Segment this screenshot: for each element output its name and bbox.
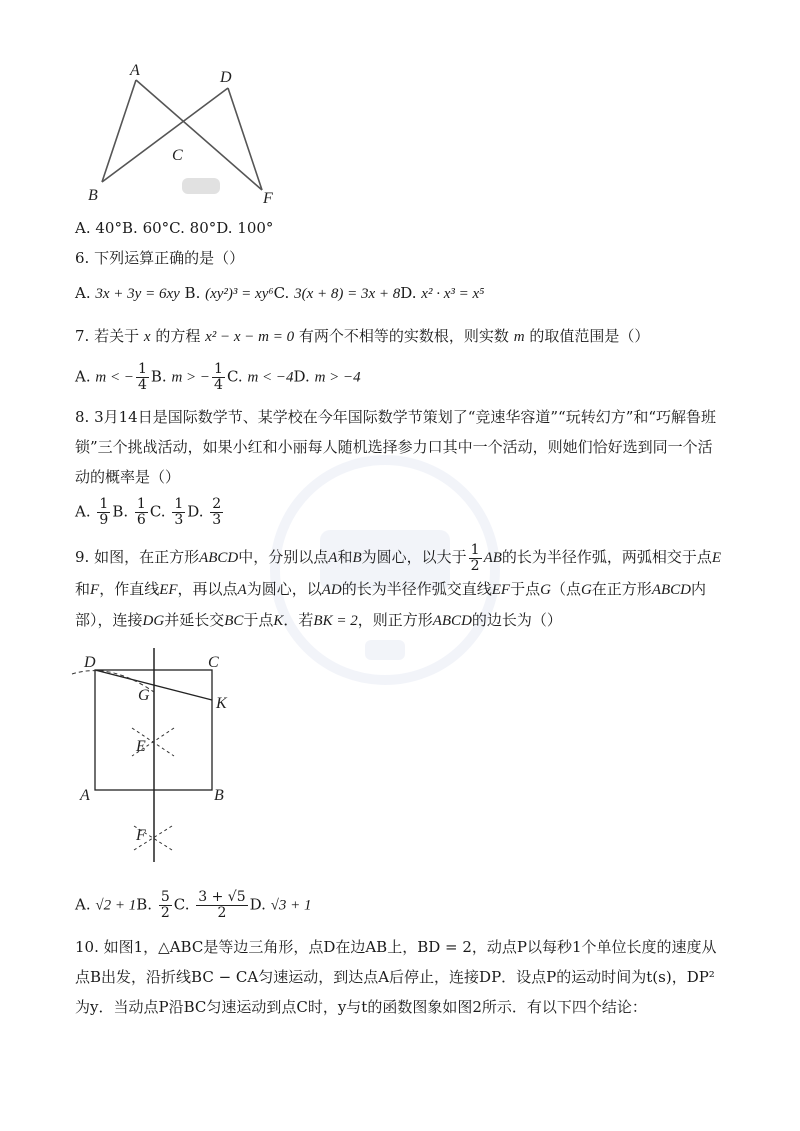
q9-t8: ，再以点 <box>177 579 238 598</box>
option-a-expr: 3x + 3y = 6xy <box>95 286 180 302</box>
q7-text-3: 有两个不相等的实数根，则实数 <box>298 327 509 345</box>
q10-stem: 10. 如图1，△ABC是等边三角形，点D在边AB上，BD = 2，动点P以每秒1个单位长度的速度从点B出发，沿折线BC − CA匀速运动，到达点A后停止，连接DP．设点P的运动时间为t(s)，DP²为y．当动点P沿BC匀速运动到点C时，y与t的函数图象如图2所示．有以下四个结论： <box>75 938 717 1016</box>
q8-stem: 8. 3月14日是国际数学节、某学校在今年国际数学节策划了“竞速华容道”“玩转幻方”和“巧解鲁班锁”三个挑战活动，如果小红和小丽每人随机选择参力口其中一个活动，则她们恰好选到同一个活动的概率是（） <box>75 408 717 486</box>
q9-ab: AB <box>483 550 502 566</box>
q9-k: K <box>273 612 284 629</box>
q9-ef: EF <box>159 581 178 598</box>
q9-e: E <box>711 550 722 566</box>
numerator: 1 <box>137 361 147 377</box>
label-f: F <box>263 190 273 207</box>
label-e: E <box>136 738 146 755</box>
q9-f: F <box>90 581 100 598</box>
q6-stem: 6. 下列运算正确的是（） <box>75 249 245 267</box>
q9-t5: 的长为半径作弧，两弧相交于点 <box>501 548 712 566</box>
option-b-label: B. <box>136 895 153 914</box>
q9-t2: 中，分别以点 <box>238 548 329 566</box>
q9-bk: BK = 2 <box>313 612 358 629</box>
q5-options <box>75 218 273 238</box>
option-a-fraction <box>136 362 149 393</box>
option-b-label: B. <box>184 284 201 302</box>
option-b-fraction <box>159 890 172 921</box>
q9-t3: 和 <box>337 548 353 566</box>
q9-t18: ，则正方形 <box>357 610 433 629</box>
q7-var-m: m <box>513 329 525 345</box>
option-a-label: A. <box>75 367 91 386</box>
option-d-expr: √3 + 1 <box>270 897 312 914</box>
q9-t16: 于点 <box>243 610 274 629</box>
q7-text-1: 7. 若关于 <box>75 327 140 345</box>
option-c-expr: 3(x + 8) = 3x + 8 <box>294 286 401 302</box>
option-c-fraction <box>196 890 247 921</box>
option-a-label: A. <box>75 219 91 237</box>
denominator: 2 <box>470 557 480 574</box>
q9-t17: ．若 <box>283 610 314 629</box>
q9-stem <box>75 542 725 636</box>
denominator: 6 <box>136 512 146 528</box>
numerator: 1 <box>136 496 146 512</box>
q9-t11: 于点 <box>510 579 541 598</box>
option-b-label: B. <box>150 367 167 386</box>
denominator: 2 <box>217 905 227 921</box>
option-c-label: C. <box>226 367 243 386</box>
option-d-expr: x² · x³ = x⁵ <box>421 286 485 302</box>
option-b-value: 60° <box>142 219 170 237</box>
q9-t7: ，作直线 <box>99 579 160 598</box>
option-d-label: D. <box>187 502 204 521</box>
numerator: 1 <box>174 496 184 512</box>
denominator: 9 <box>99 512 109 528</box>
q7-equation: x² − x − m = 0 <box>205 329 295 345</box>
q9-t9: 为圆心，以 <box>246 579 322 598</box>
q9-t19: 的边长为（） <box>471 610 562 629</box>
q9-options <box>75 890 312 921</box>
denominator: 3 <box>174 512 184 528</box>
option-d-value: 100° <box>237 219 274 237</box>
option-c-label: C. <box>273 284 290 302</box>
q9-a: A <box>328 550 338 566</box>
label-g: G <box>138 687 150 704</box>
option-a-expr: √2 + 1 <box>95 897 137 914</box>
q9-t14: 内部），连接 <box>75 579 706 629</box>
q9-ad: AD <box>321 581 342 598</box>
q9-b: B <box>352 550 362 566</box>
figure-bowtie <box>80 60 290 210</box>
q7-var-x: x <box>143 329 151 345</box>
q6-options <box>75 283 484 304</box>
option-b-lhs: m > − <box>171 369 211 386</box>
option-d-expr: m > −4 <box>314 369 361 386</box>
q9-t4: 为圆心，以大于 <box>361 548 467 566</box>
option-a-label: A. <box>75 895 91 914</box>
option-d-fraction <box>210 497 223 528</box>
denominator: 3 <box>212 512 222 528</box>
q9-abcd: ABCD <box>199 550 239 566</box>
label-f: F <box>136 827 146 844</box>
label-d: D <box>84 654 96 671</box>
option-a-lhs: m < − <box>95 369 134 386</box>
label-c: C <box>172 147 183 164</box>
option-b-label: B. <box>112 502 129 521</box>
q7-text-4: 的取值范围是（） <box>529 327 650 345</box>
q9-a2: A <box>237 581 247 598</box>
option-a-label: A. <box>75 502 91 521</box>
option-b-label: B. <box>121 219 138 237</box>
option-c-value: 80° <box>189 219 217 237</box>
q9-t15: 并延长交 <box>164 610 225 629</box>
option-c-expr: m < −4 <box>247 369 294 386</box>
numerator: 2 <box>212 496 222 512</box>
label-a: A <box>130 62 140 79</box>
option-c-fraction <box>172 497 185 528</box>
numerator: 1 <box>470 541 480 558</box>
option-a-label: A. <box>75 284 91 302</box>
option-b-fraction <box>212 362 225 393</box>
numerator: 3 + √5 <box>198 889 246 905</box>
q9-t12: （点 <box>550 579 581 598</box>
option-d-label: D. <box>216 219 233 237</box>
label-a: A <box>80 787 90 804</box>
denominator: 2 <box>160 905 170 921</box>
label-k: K <box>216 695 227 712</box>
q7-options <box>75 362 361 393</box>
label-c: C <box>208 654 219 671</box>
q9-t6: 和 <box>75 579 91 598</box>
label-b: B <box>214 787 224 804</box>
option-b-expr: (xy²)³ = xy⁶ <box>205 286 274 302</box>
option-c-label: C. <box>149 502 166 521</box>
q9-bc: BC <box>224 612 244 629</box>
denominator: 4 <box>214 377 223 393</box>
q9-abcd2: ABCD <box>651 581 691 598</box>
q9-t1: 9. 如图，在正方形 <box>75 548 200 566</box>
figure-square <box>70 648 250 868</box>
numerator: 5 <box>160 889 170 905</box>
option-c-label: C. <box>169 219 185 237</box>
q7-text-2: 的方程 <box>155 327 201 345</box>
option-d-label: D. <box>249 895 266 914</box>
q9-ef2: EF <box>491 581 511 598</box>
q7-stem <box>75 326 649 347</box>
option-c-label: C. <box>173 895 190 914</box>
q8-options <box>75 497 225 528</box>
q9-t13: 在正方形 <box>591 579 652 598</box>
q9-dg: DG <box>142 612 165 629</box>
numerator: 1 <box>214 361 223 377</box>
q9-g: G <box>540 581 551 598</box>
numerator: 1 <box>99 496 109 512</box>
q9-t10: 的长为半径作弧交直线 <box>341 579 492 598</box>
option-d-label: D. <box>400 284 417 302</box>
option-d-label: D. <box>293 367 310 386</box>
label-d: D <box>220 69 232 86</box>
q9-g2: G <box>580 581 592 598</box>
option-a-fraction <box>97 497 110 528</box>
q9-half <box>469 543 482 574</box>
label-b: B <box>88 187 98 204</box>
q9-abcd3: ABCD <box>432 612 472 629</box>
denominator: 4 <box>137 377 147 393</box>
option-a-value: 40° <box>95 219 122 237</box>
option-b-fraction <box>135 497 148 528</box>
